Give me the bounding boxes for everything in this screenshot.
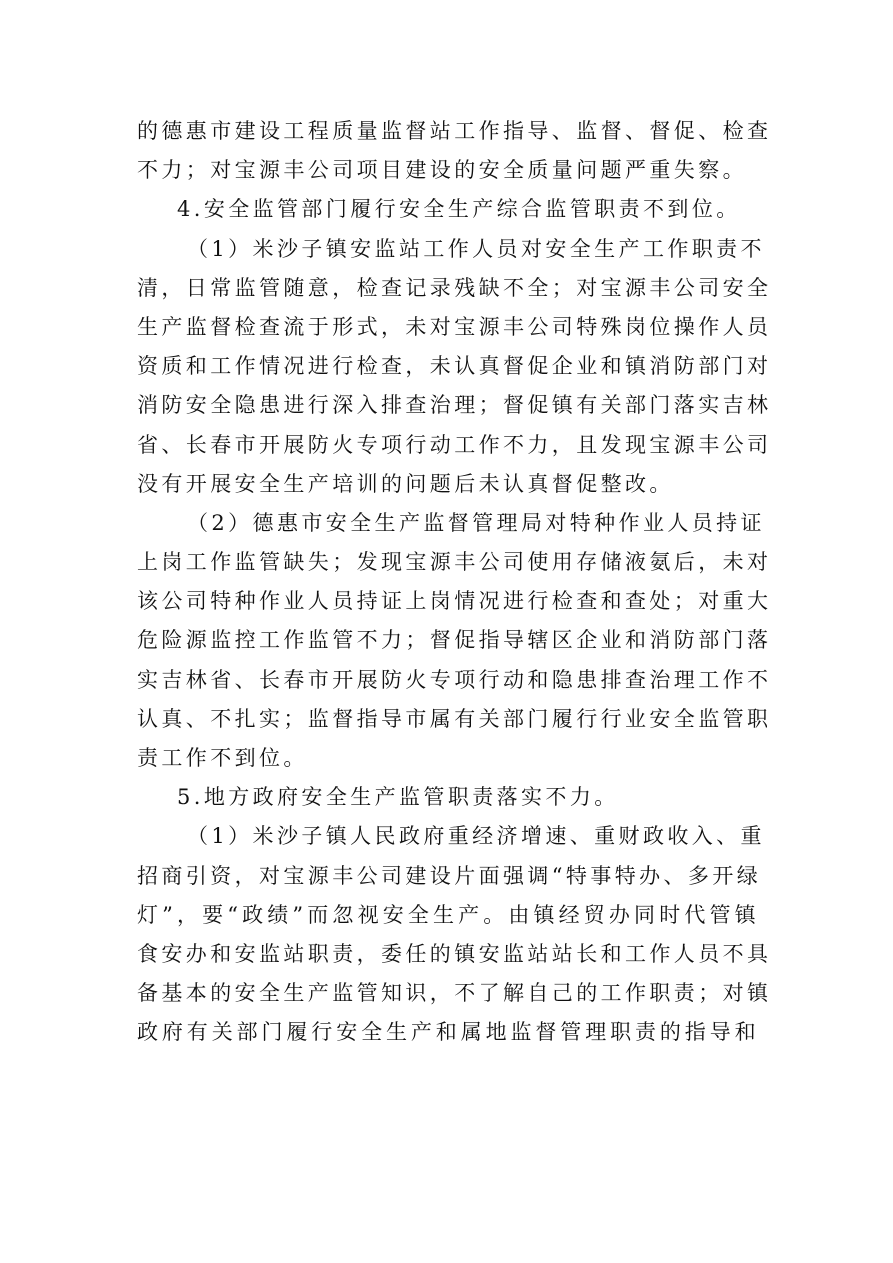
- text-line: 认真、不扎实；监督指导市属有关部门履行行业安全监管职: [137, 706, 772, 731]
- text-line: 省、长春市开展防火专项行动工作不力，且发现宝源丰公司: [137, 432, 772, 457]
- text-line: 该公司特种作业人员持证上岗情况进行检查和查处；对重大: [137, 589, 772, 614]
- text-line: （2）德惠市安全生产监督管理局对特种作业人员持证: [187, 510, 765, 535]
- document-page: [137, 112, 772, 1053]
- text-line: 没有开展安全生产培训的问题后未认真督促整改。: [137, 471, 674, 496]
- text-line: 责工作不到位。: [137, 746, 308, 770]
- text-line: 资质和工作情况进行检查，未认真督促企业和镇消防部门对: [137, 354, 772, 379]
- text-line: 实吉林省、长春市开展防火专项行动和隐患排查治理工作不: [137, 667, 772, 692]
- text-line: 灯”，要“政绩”而忽视安全生产。由镇经贸办同时代管镇: [137, 902, 759, 927]
- section-heading: 4.安全监管部门履行安全生产综合监管职责不到位。: [177, 197, 741, 222]
- text-line: 消防安全隐患进行深入排查治理；督促镇有关部门落实吉林: [137, 393, 772, 418]
- text-line: （1）米沙子镇人民政府重经济增速、重财政收入、重: [187, 824, 765, 849]
- text-line: 的德惠市建设工程质量监督站工作指导、监督、督促、检查: [137, 119, 772, 143]
- text-line: 备基本的安全生产监管知识，不了解自己的工作职责；对镇: [137, 981, 772, 1006]
- text-line: 招商引资，对宝源丰公司建设片面强调“特事特办、多开绿: [137, 863, 762, 888]
- section-heading: 5.地方政府安全生产监管职责落实不力。: [177, 785, 619, 810]
- text-line: 生产监督检查流于形式，未对宝源丰公司特殊岗位操作人员: [137, 314, 772, 339]
- text-line: 政府有关部门履行安全生产和属地监督管理职责的指导和: [137, 1020, 759, 1045]
- text-line: 清，日常监管随意，检查记录残缺不全；对宝源丰公司安全: [137, 275, 772, 300]
- text-line: 食安办和安监站职责，委任的镇安监站站长和工作人员不具: [137, 941, 772, 966]
- text-line: 上岗工作监管缺失；发现宝源丰公司使用存储液氨后，未对: [137, 550, 772, 575]
- text-line: 危险源监控工作监管不力；督促指导辖区企业和消防部门落: [137, 628, 772, 653]
- text-line: （1）米沙子镇安监站工作人员对安全生产工作职责不: [187, 236, 765, 261]
- text-line: 不力；对宝源丰公司项目建设的安全质量问题严重失察。: [137, 158, 747, 183]
